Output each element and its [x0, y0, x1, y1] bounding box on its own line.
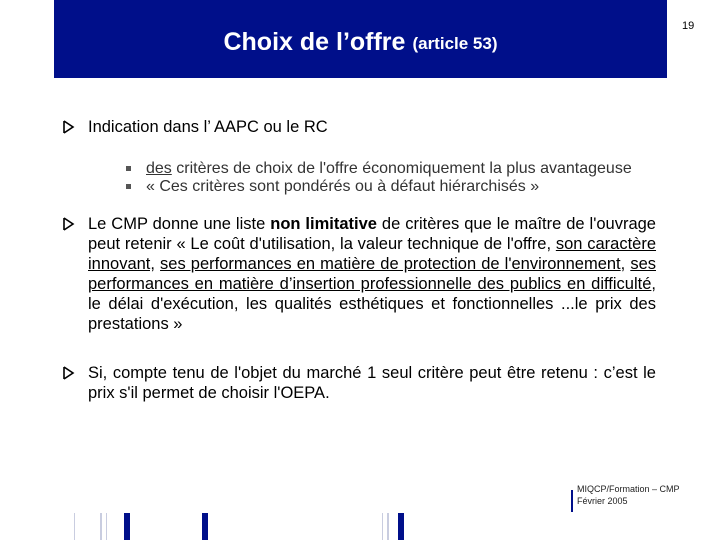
footer-separator — [571, 490, 573, 512]
arrow-bullet-icon — [62, 216, 76, 232]
footer-line: MIQCP/Formation – CMP — [577, 484, 680, 494]
footer-line: Février 2005 — [577, 496, 628, 506]
bullet-underlined-text: son caractère innovant, — [88, 235, 657, 273]
bullet-bold-text: non limitative — [270, 215, 377, 233]
sub-bullet-underlined-word: des — [146, 160, 172, 177]
bullet-text: de critères que le maître de l'ouvrage peut retenir « Le coût d'utilisation, la valeur technique de l'offre, — [88, 215, 656, 253]
slide-content — [62, 117, 656, 403]
decor-bar — [202, 513, 208, 540]
footer — [577, 483, 680, 507]
sub-bullet-text: « Ces critères sont pondérés ou à défaut hiérarchisés » — [146, 178, 540, 195]
sub-bullet-list — [88, 160, 656, 196]
square-bullet-icon — [126, 184, 131, 189]
decor-bar — [398, 513, 404, 540]
bullet-text: , le délai d'exécution, les qualités esthétiques et fonctionnelles ...le prix des prestations » — [88, 275, 656, 333]
bullet-item — [62, 117, 656, 196]
decor-bar — [382, 513, 383, 540]
bullet-underlined-text: ses performances en matière de protection de l'environnement — [160, 255, 621, 273]
decor-bar — [106, 513, 107, 540]
sub-bullet-item — [88, 160, 656, 178]
decor-bar — [124, 513, 130, 540]
sub-bullet-item — [88, 178, 656, 196]
decor-bar — [100, 513, 102, 540]
title-bar — [54, 0, 667, 78]
bullet-item — [62, 363, 656, 403]
decor-bar — [387, 513, 389, 540]
bullet-underlined-text: ses performances en matière d’insertion professionnelle des publics en difficulté — [88, 255, 656, 293]
square-bullet-icon — [126, 166, 131, 171]
bullet-text: Le CMP donne une liste — [88, 215, 271, 233]
page-number: 19 — [682, 20, 695, 32]
bullet-item — [62, 214, 656, 334]
bullet-text: Si, compte tenu de l'objet du marché 1 seul critère peut être retenu : c’est le prix s'il permet de choisir l'OEPA. — [88, 364, 656, 402]
slide-title-suffix: (article 53) — [412, 34, 498, 53]
arrow-bullet-icon — [62, 365, 76, 381]
bullet-text: , — [620, 255, 631, 273]
decor-bar — [74, 513, 75, 540]
slide-title: Choix de l’offre — [223, 27, 406, 56]
bullet-text: Indication dans l’ AAPC ou le RC — [88, 118, 328, 136]
arrow-bullet-icon — [62, 119, 76, 135]
sub-bullet-text: critères de choix de l'offre économiquement la plus avantageuse — [171, 160, 632, 177]
